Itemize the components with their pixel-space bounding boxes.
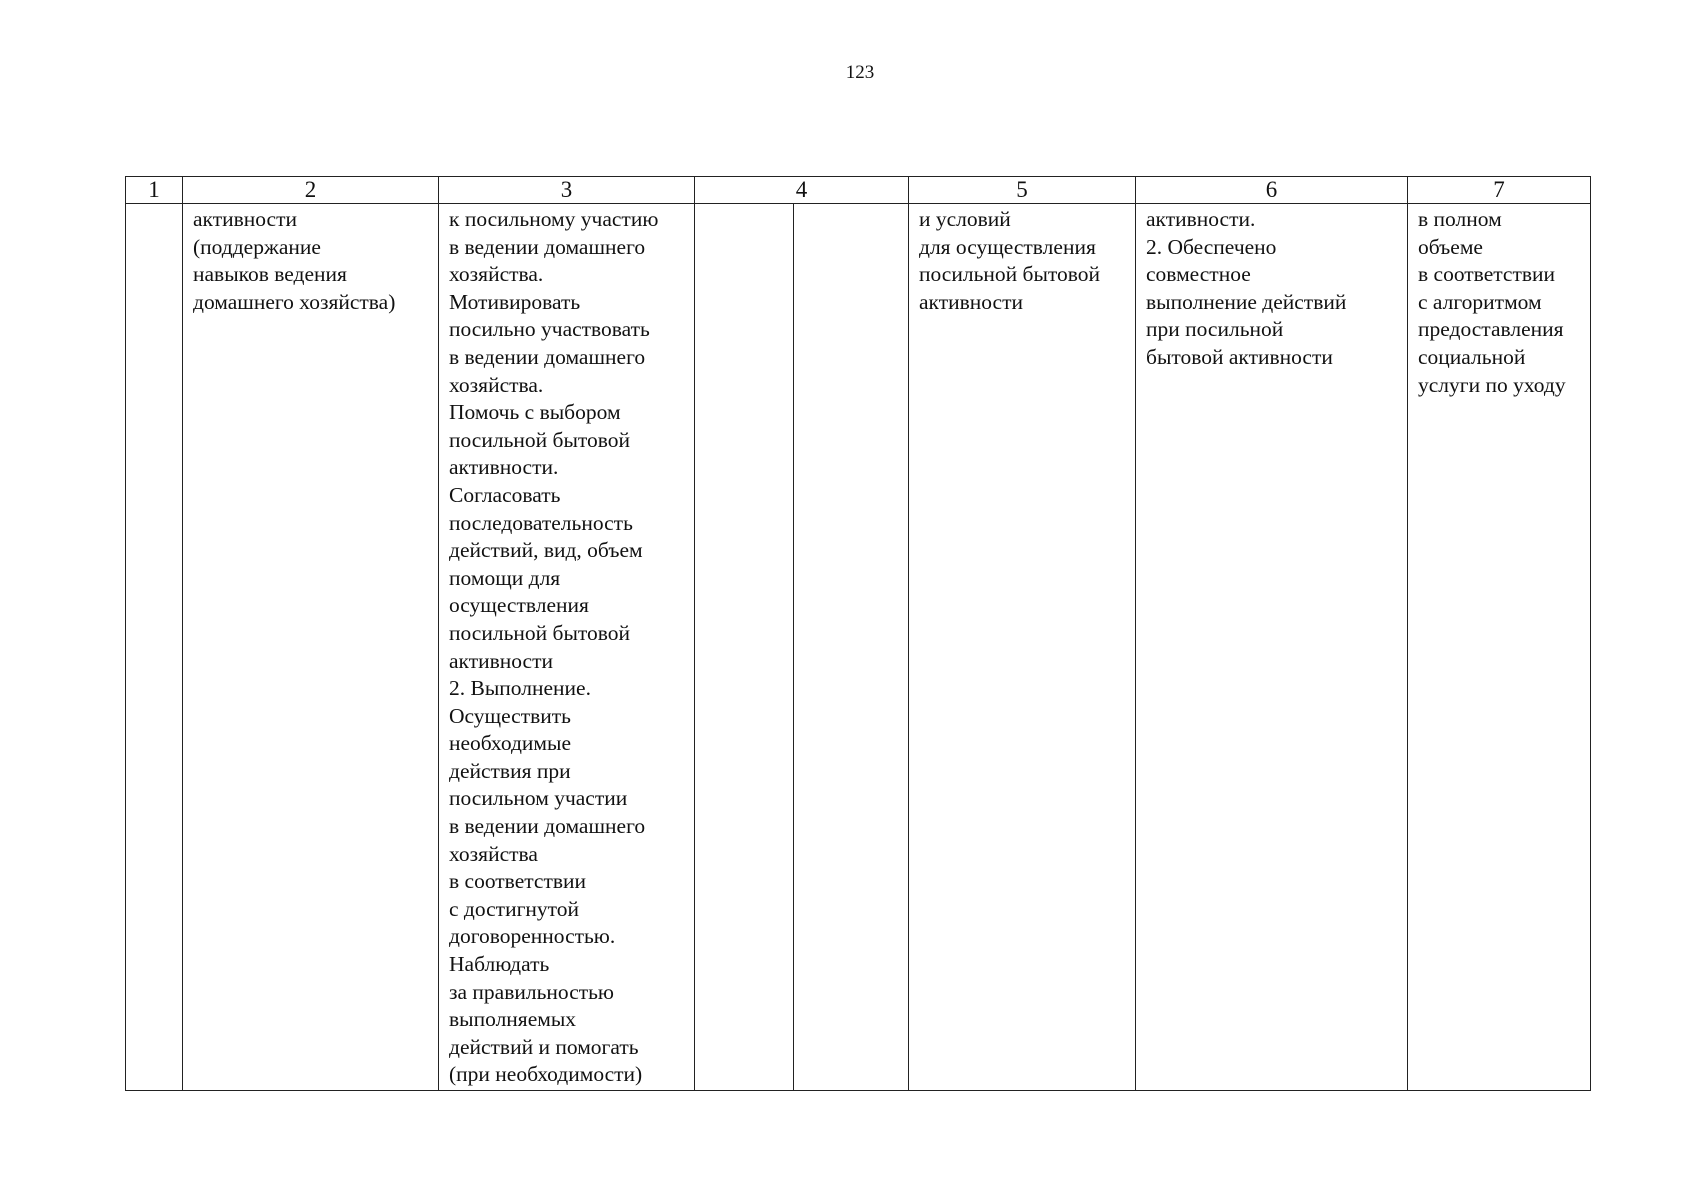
cell-text-line: объеме xyxy=(1418,234,1483,259)
cell-text-line: совместное xyxy=(1146,262,1251,287)
cell-text-line: социальной xyxy=(1418,344,1526,369)
cell-text-line: навыков ведения xyxy=(193,262,347,287)
cell-text-line: активности xyxy=(193,207,297,231)
document-table xyxy=(125,176,1591,1091)
cell-text-line: активности xyxy=(449,648,553,673)
cell-text-line: за правильностью xyxy=(449,979,614,1004)
cell-text-line: Помочь с выбором xyxy=(449,400,621,425)
cell-text-line: последовательность xyxy=(449,510,633,535)
cell-text-line: с алгоритмом xyxy=(1418,289,1542,314)
cell-text-line: Наблюдать xyxy=(449,952,550,977)
cell-text-line: в ведении домашнего xyxy=(449,344,646,369)
cell-text-line: бытовой активности xyxy=(1146,344,1333,369)
cell-col-7 xyxy=(1408,204,1591,1091)
cell-text-line: и условий xyxy=(919,207,1011,231)
cell-text-line: выполняемых xyxy=(449,1007,577,1032)
cell-text-line: необходимые xyxy=(449,731,572,756)
cell-text-line: посильно участвовать xyxy=(449,317,650,342)
cell-col-6 xyxy=(1136,204,1408,1091)
cell-col-2 xyxy=(183,204,439,1091)
cell-text-line: Осуществить xyxy=(449,703,571,728)
column-header-4: 4 xyxy=(695,177,909,204)
cell-text-line: с достигнутой xyxy=(449,896,580,921)
cell-text-line: в соответствии xyxy=(1418,262,1556,287)
cell-col-1 xyxy=(126,204,183,1091)
cell-text-line: посильной бытовой xyxy=(449,427,631,452)
cell-col-5 xyxy=(909,204,1136,1091)
cell-text-line: в ведении домашнего xyxy=(449,234,646,259)
cell-text-line: активности. xyxy=(1146,207,1256,231)
cell-inner-divider xyxy=(793,204,794,1090)
cell-text-line: при посильной xyxy=(1146,317,1284,342)
cell-text-line: действий, вид, объем xyxy=(449,538,643,563)
cell-text-line: Мотивировать xyxy=(449,289,581,314)
column-header-3: 3 xyxy=(439,177,695,204)
cell-text-line: посильной бытовой xyxy=(449,620,631,645)
cell-col-4 xyxy=(695,204,909,1091)
cell-text-line: для осуществления xyxy=(919,234,1096,259)
cell-text-line: активности xyxy=(919,289,1023,314)
cell-text-line: в ведении домашнего xyxy=(449,814,646,839)
cell-text-line: помощи для xyxy=(449,565,561,590)
cell-col-3 xyxy=(439,204,695,1091)
cell-text-line: домашнего хозяйства) xyxy=(193,289,396,314)
cell-text-line: 2. Обеспечено xyxy=(1146,234,1277,259)
cell-text-line: Согласовать xyxy=(449,482,561,507)
table-header-row xyxy=(126,177,1591,204)
cell-text-line: 2. Выполнение. xyxy=(449,676,591,701)
cell-text-line: (при необходимости) xyxy=(449,1062,643,1087)
cell-text-line: к посильному участию xyxy=(449,207,659,231)
cell-text-line: в полном xyxy=(1418,207,1502,231)
column-header-7: 7 xyxy=(1408,177,1591,204)
cell-text-line: осуществления xyxy=(449,593,589,618)
cell-text-line: действия при xyxy=(449,758,571,783)
cell-text-line: действий и помогать xyxy=(449,1034,639,1059)
column-header-6: 6 xyxy=(1136,177,1408,204)
column-header-5: 5 xyxy=(909,177,1136,204)
table-row xyxy=(126,204,1591,1091)
column-header-2: 2 xyxy=(183,177,439,204)
cell-text-line: выполнение действий xyxy=(1146,289,1347,314)
cell-text-line: предоставления xyxy=(1418,317,1564,342)
cell-text-line: хозяйства xyxy=(449,841,538,866)
column-header-1: 1 xyxy=(126,177,183,204)
cell-text-line: хозяйства. xyxy=(449,372,544,397)
cell-text-line: хозяйства. xyxy=(449,262,544,287)
cell-text-line: услуги по уходу xyxy=(1418,372,1566,397)
cell-text-line: (поддержание xyxy=(193,234,321,259)
cell-text-line: посильном участии xyxy=(449,786,628,811)
cell-text-line: договоренностью. xyxy=(449,924,616,949)
cell-text-line: активности. xyxy=(449,455,559,480)
cell-text-line: посильной бытовой xyxy=(919,262,1101,287)
page-number: 123 xyxy=(845,62,875,83)
cell-text-line: в соответствии xyxy=(449,869,587,894)
